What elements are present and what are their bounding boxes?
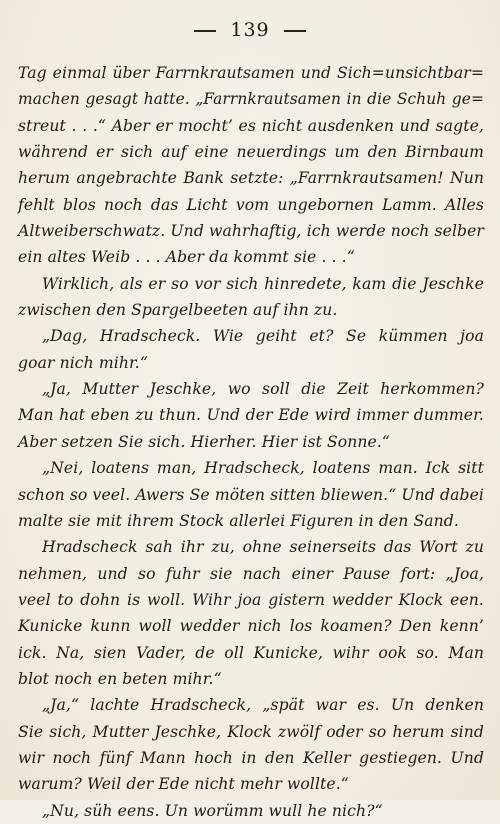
text-line: nehmen, und so fuhr sie nach einer Pause fort: „Joa,: [18, 564, 484, 583]
text-line: warum? Weil der Ede nicht mehr wollte.“: [18, 775, 349, 794]
page-number: 139: [230, 19, 270, 41]
text-line: Tag einmal über Farrnkrautsamen und Sich=unsichtbar=: [18, 64, 484, 82]
text-line: Sie sich, Mutter Jeschke, Klock zwölf oder so herum sind: [18, 722, 484, 741]
text-line: Altweiberschwatz. Und wahrhaftig, ich werde noch selber: [18, 222, 484, 241]
text-line: „Ja,“ lachte Hradscheck, „spät war es. Un denken: [42, 696, 484, 715]
text-line: „Ja, Mutter Jeschke, wo soll die Zeit herkommen?: [42, 380, 484, 399]
text-line: Hradscheck sah ihr zu, ohne seinerseits das Wort zu: [42, 538, 484, 557]
text-line: „Nei, loatens man, Hradscheck, loatens man. Ick sitt: [42, 459, 484, 478]
text-line: Wirklich, als er so vor sich hinredete, kam die Jeschke: [42, 274, 484, 293]
text-line: während er sich auf eine neuerdings um den Birnbaum: [18, 143, 484, 162]
text-line: machen gesagt hatte. „Farrnkrautsamen in die Schuh ge=: [18, 90, 484, 109]
text-line: wir noch fünf Mann hoch in den Keller gestiegen. Und: [18, 748, 484, 767]
header-dash-right: [284, 30, 306, 32]
text-line: zwischen den Spargelbeeten auf ihn zu.: [18, 301, 338, 320]
text-line: ick. Na, sien Vader, de oll Kunicke, wihr ook so. Man: [18, 643, 484, 662]
text-line: Man hat eben zu thun. Und der Ede wird immer dummer.: [18, 406, 484, 425]
page-header: [0, 19, 500, 41]
text-line: veel to dohn is woll. Wihr joa gistern wedder Klock een.: [18, 590, 484, 609]
text-line: schon so veel. Awers Se möten sitten bliewen.“ Und dabei: [18, 485, 484, 504]
text-line: „Dag, Hradscheck. Wie geiht et? Se kümmen joa: [42, 327, 484, 346]
text-line: Kunicke kunn woll wedder nich los koamen? Den kenn’: [18, 617, 484, 636]
text-line: fehlt blos noch das Licht vom ungebornen Lamm. Alles: [18, 195, 484, 214]
text-line: Aber setzen Sie sich. Hierher. Hier ist Sonne.“: [18, 432, 391, 451]
text-line: streut . . .“ Aber er mocht’ es nicht ausdenken und sagte,: [18, 116, 484, 135]
text-line: ein altes Weib . . . Aber da kommt sie . . .“: [18, 248, 355, 267]
text-line: malte sie mit ihrem Stock allerlei Figuren in den Sand.: [18, 511, 459, 530]
header-dash-left: [194, 30, 216, 32]
body-text: [18, 60, 484, 824]
text-line: „Nu, süh eens. Un worümm wull he nich?“: [42, 801, 383, 820]
text-line: goar nich mihr.“: [18, 353, 148, 372]
text-line: blot noch en beten mihr.“: [18, 669, 222, 688]
text-line: herum angebrachte Bank setzte: „Farrnkrautsamen! Nun: [18, 169, 484, 188]
